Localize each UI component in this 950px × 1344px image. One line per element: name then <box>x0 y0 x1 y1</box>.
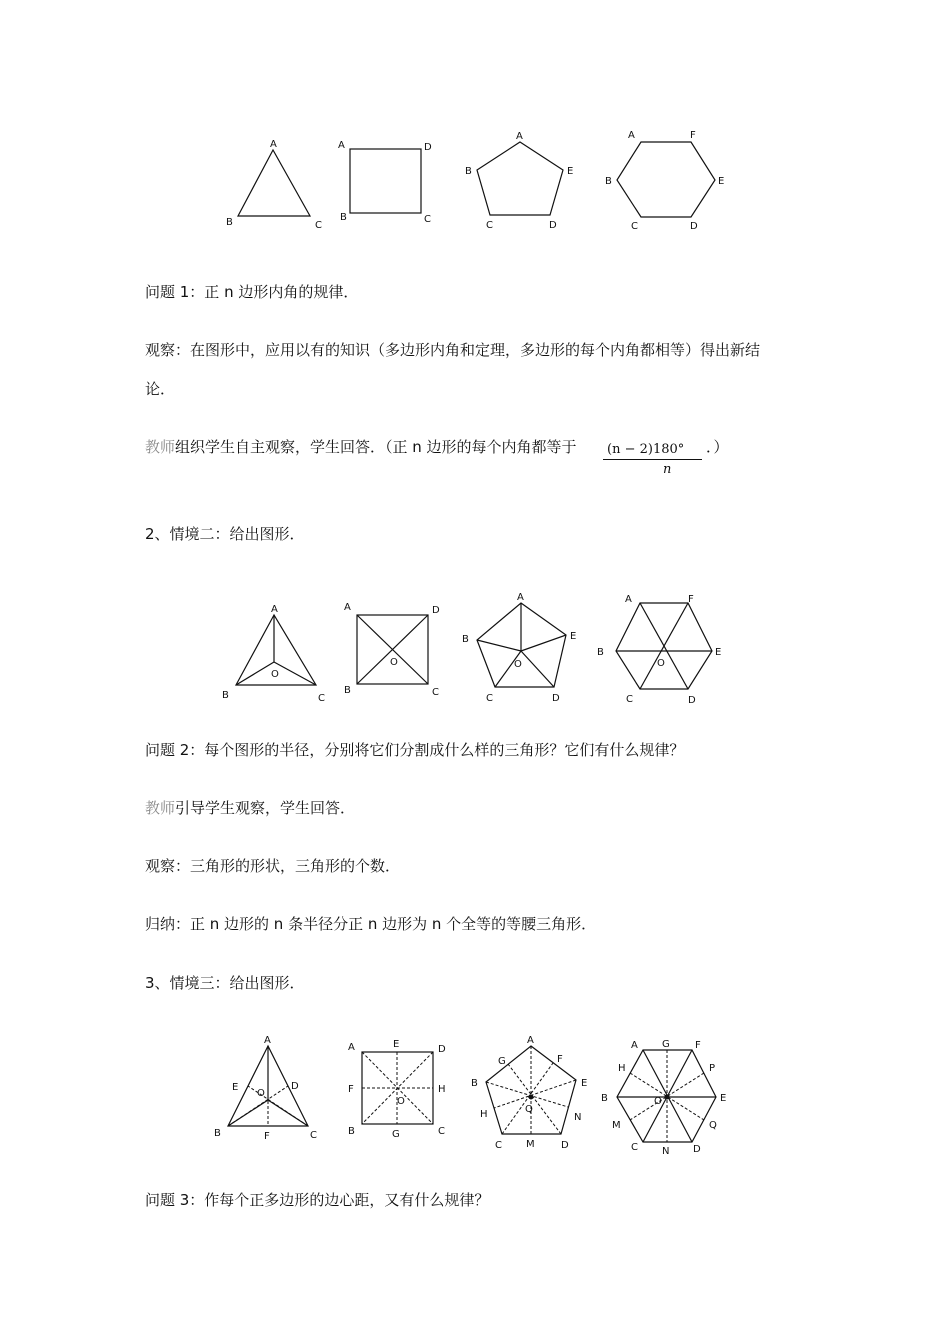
vertex-label-a: A <box>517 592 524 603</box>
vertex-label-f: F <box>688 594 694 605</box>
figure-row-3 <box>0 1030 950 1160</box>
question-2: 问题 2：每个图形的半径，分别将它们分割成什么样的三角形？它们有什么规律？ <box>145 741 685 759</box>
vertex-label-c: C <box>310 1130 317 1141</box>
vertex-label-e: E <box>720 1093 727 1104</box>
vertex-label-c: C <box>486 220 493 231</box>
vertex-label-c: C <box>318 693 325 704</box>
vertex-label-c: C <box>315 220 322 231</box>
vertex-label-g: G <box>662 1039 670 1050</box>
vertex-label-c: C <box>626 694 633 705</box>
pentagon-radii-figure <box>462 592 576 704</box>
section-2-heading: 2、情境二：给出图形． <box>145 525 305 543</box>
vertex-label-b: B <box>462 634 469 645</box>
teacher-note-2-text: 引导学生观察，学生回答． <box>175 799 356 817</box>
vertex-label-e: E <box>393 1039 400 1050</box>
vertex-label-f: F <box>690 130 696 141</box>
vertex-label-m: M <box>526 1139 535 1150</box>
regular-polygons-plain <box>0 120 950 240</box>
vertex-label-a: A <box>516 131 523 142</box>
vertex-label-o: O <box>397 1096 405 1107</box>
section-3-heading: 3、情境三：给出图形． <box>145 974 305 992</box>
pentagon-apothem-figure <box>471 1035 587 1151</box>
fraction-bar <box>603 459 702 460</box>
vertex-label-m: M <box>612 1120 621 1131</box>
vertex-label-a: A <box>338 140 345 151</box>
vertex-label-c: C <box>631 1142 638 1153</box>
vertex-label-a: A <box>270 139 277 150</box>
regular-polygons-radii <box>0 585 950 715</box>
vertex-label-q: Q <box>709 1120 717 1131</box>
vertex-label-a: A <box>264 1035 271 1046</box>
vertex-label-h: H <box>480 1109 488 1120</box>
vertex-label-f: F <box>557 1054 563 1065</box>
vertex-label-e: E <box>232 1082 239 1093</box>
teacher-note-2 <box>145 797 355 819</box>
triangle-radii-figure <box>222 604 325 704</box>
vertex-label-o: O <box>654 1096 662 1107</box>
question-3: 问题 3：作每个正多边形的边心距，又有什么规律？ <box>145 1191 490 1209</box>
vertex-label-b: B <box>605 176 612 187</box>
observation-2: 观察：三角形的形状，三角形的个数． <box>145 857 401 875</box>
vertex-label-b: B <box>465 166 472 177</box>
vertex-label-a: A <box>271 604 278 615</box>
vertex-label-c: C <box>631 221 638 232</box>
hexagon-radii-figure <box>597 594 721 706</box>
vertex-label-d: D <box>552 693 560 704</box>
vertex-label-b: B <box>601 1093 608 1104</box>
vertex-label-d: D <box>438 1044 446 1055</box>
teacher-label: 教师 <box>145 438 176 456</box>
square-figure <box>338 140 432 225</box>
observation-1-line-1: 观察：在图形中，应用以有的知识（多边形内角和定理，多边形的每个内角都相等）得出新结 <box>145 341 761 359</box>
vertex-label-o: O <box>390 657 398 668</box>
vertex-label-o: O <box>257 1088 265 1099</box>
formula-numerator: (n − 2)180° <box>607 442 685 457</box>
hexagon-apothem-figure <box>601 1039 726 1157</box>
vertex-label-c: C <box>438 1126 445 1137</box>
vertex-label-h: H <box>618 1063 626 1074</box>
vertex-label-n: N <box>574 1112 582 1123</box>
vertex-label-q: Q <box>525 1104 533 1115</box>
vertex-label-o: O <box>657 658 665 669</box>
vertex-label-b: B <box>214 1128 221 1139</box>
vertex-label-g: G <box>392 1129 400 1140</box>
vertex-label-d: D <box>291 1081 299 1092</box>
vertex-label-b: B <box>471 1078 478 1089</box>
teacher-note-1 <box>145 436 577 458</box>
observation-1-line-2: 论． <box>145 380 176 398</box>
vertex-label-c: C <box>486 693 493 704</box>
vertex-label-d: D <box>432 605 440 616</box>
vertex-label-a: A <box>348 1042 355 1053</box>
vertex-label-a: A <box>344 602 351 613</box>
vertex-label-e: E <box>567 166 574 177</box>
vertex-label-b: B <box>597 647 604 658</box>
triangle-figure <box>226 139 322 231</box>
vertex-label-d: D <box>549 220 557 231</box>
vertex-label-n: N <box>662 1146 670 1157</box>
vertex-label-d: D <box>424 142 432 153</box>
pentagon-figure <box>465 131 573 231</box>
vertex-label-a: A <box>628 130 635 141</box>
conclusion: 归纳：正 n 边形的 n 条半径分正 n 边形为 n 个全等的等腰三角形． <box>145 915 597 933</box>
vertex-label-c: C <box>424 214 431 225</box>
vertex-label-e: E <box>718 176 725 187</box>
vertex-label-h: H <box>438 1084 446 1095</box>
hexagon-figure <box>605 130 724 232</box>
vertex-label-b: B <box>348 1126 355 1137</box>
vertex-label-o: O <box>514 659 522 670</box>
vertex-label-f: F <box>264 1131 270 1142</box>
interior-angle-formula <box>603 442 703 482</box>
vertex-label-e: E <box>570 631 577 642</box>
question-1: 问题 1：正 n 边形内角的规律． <box>145 283 359 301</box>
vertex-label-d: D <box>693 1144 701 1155</box>
vertex-label-d: D <box>561 1140 569 1151</box>
vertex-label-e: E <box>581 1078 588 1089</box>
regular-polygons-apothems <box>0 1030 950 1160</box>
teacher-note-1-end: ．） <box>706 438 729 456</box>
teacher-note-1-text: 组织学生自主观察，学生回答．（正 n 边形的每个内角都等于 <box>175 438 577 456</box>
vertex-label-p: P <box>709 1063 716 1074</box>
square-apothem-figure <box>348 1039 446 1140</box>
vertex-label-a: A <box>527 1035 534 1046</box>
vertex-label-a: A <box>631 1040 638 1051</box>
figure-row-1 <box>0 120 950 240</box>
vertex-label-a: A <box>625 594 632 605</box>
vertex-label-f: F <box>695 1040 701 1051</box>
vertex-label-b: B <box>226 217 233 228</box>
vertex-label-d: D <box>690 221 698 232</box>
vertex-label-c: C <box>495 1140 502 1151</box>
vertex-label-c: C <box>432 687 439 698</box>
vertex-label-b: B <box>340 212 347 223</box>
vertex-label-g: G <box>498 1056 506 1067</box>
triangle-apothem-figure <box>214 1035 317 1142</box>
vertex-label-e: E <box>715 647 722 658</box>
vertex-label-o: O <box>271 669 279 680</box>
vertex-label-f: F <box>348 1084 354 1095</box>
square-radii-figure <box>344 602 440 698</box>
teacher-label: 教师 <box>145 799 176 817</box>
vertex-label-d: D <box>688 695 696 706</box>
figure-row-2 <box>0 585 950 715</box>
vertex-label-b: B <box>344 685 351 696</box>
vertex-label-b: B <box>222 690 229 701</box>
formula-denominator: n <box>663 462 672 477</box>
